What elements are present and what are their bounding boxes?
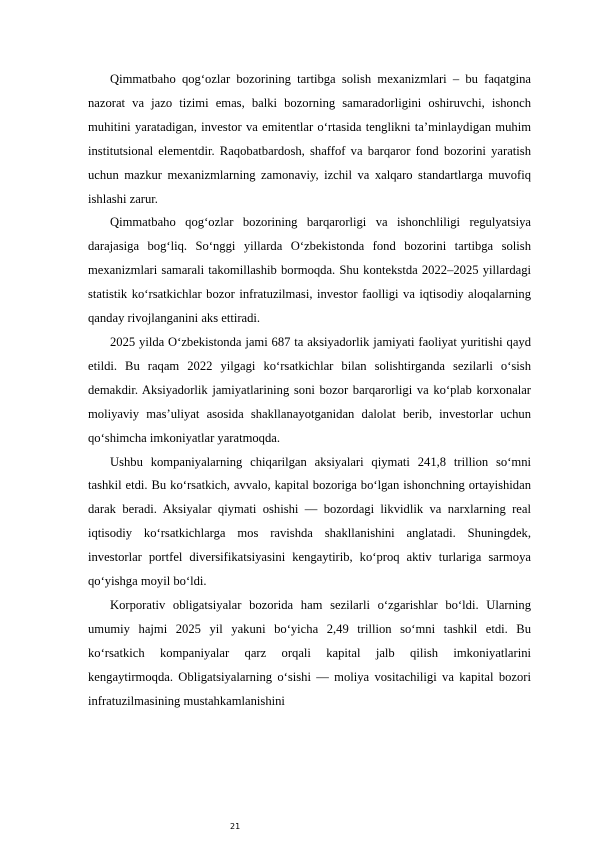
page-number: 21 bbox=[230, 822, 241, 831]
body-text bbox=[88, 68, 531, 713]
paragraph: Korporativ obligatsiyalar bozorida ham sezilarli o‘zgarishlar bo‘ldi. Ularning umumiy hajmi 2025 yil yakuni bo‘yicha 2,49 trillion so‘mni tashkil etdi. Bu ko‘rsatkich kompaniyalar qarz orqali kapital jalb qilish imkoniyatlarini kengaytirmoqda. Obligatsiyalarning o‘sishi — moliya vositachiligi va kapital bozori infratuzilmasining mustahkamlanishini bbox=[88, 597, 531, 708]
paragraph: Qimmatbaho qog‘ozlar bozorining barqarorligi va ishonchliligi regulyatsiya darajasiga bog‘liq. So‘nggi yillarda O‘zbekistonda fond bozorini tartibga solish mexanizmlari samarali takomillashib bormoqda. Shu kontekstda 2022–2025 yillardagi statistik ko‘rsatkichlar bozor infratuzilmasi, investor faolligi va iqtisodiy aloqalarning qanday rivojlanganini aks ettiradi. bbox=[88, 215, 531, 326]
paragraph: Ushbu kompaniyalarning chiqarilgan aksiyalari qiymati 241,8 trillion so‘mni tashkil etdi. Bu ko‘rsatkich, avvalo, kapital bozoriga bo‘lgan ishonchning ortayishidan darak beradi. Aksiyalar qiymati oshishi — bozordagi likvidlik va narxlarning real iqtisodiy ko‘rsatkichlarga mos ravishda shakllanishini anglatadi. Shuningdek, investorlar portfel diversifikatsiyasini kengaytirib, ko‘proq aktiv turlariga sarmoya qo‘yishga moyil bo‘ldi. bbox=[88, 454, 531, 589]
paragraph: Qimmatbaho qog‘ozlar bozorining tartibga solish mexanizmlari – bu faqatgina nazorat va jazo tizimi emas, balki bozorning samaradorligini oshiruvchi, ishonch muhitini yaratadigan, investor va emitentlar o‘rtasida tenglikni ta’minlaydigan muhim institutsional elementdir. Raqobatbardosh, shaffof va barqaror fond bozorini yaratish uchun mazkur mexanizmlarning zamonaviy, izchil va xalqaro standartlarga muvofiq ishlashi zarur. bbox=[88, 72, 531, 206]
paragraph: 2025 yilda O‘zbekistonda jami 687 ta aksiyadorlik jamiyati faoliyat yuritishi qayd etildi. Bu raqam 2022 yilgagi ko‘rsatkichlar bilan solishtirganda sezilarli o‘sish demakdir. Aksiyadorlik jamiyatlarining soni bozor barqarorligi va ko‘plab korxonalar moliyaviy mas’uliyat asosida shakllanayotganidan dalolat berib, investorlar uchun qo‘shimcha imkoniyatlar yaratmoqda. bbox=[88, 334, 531, 445]
